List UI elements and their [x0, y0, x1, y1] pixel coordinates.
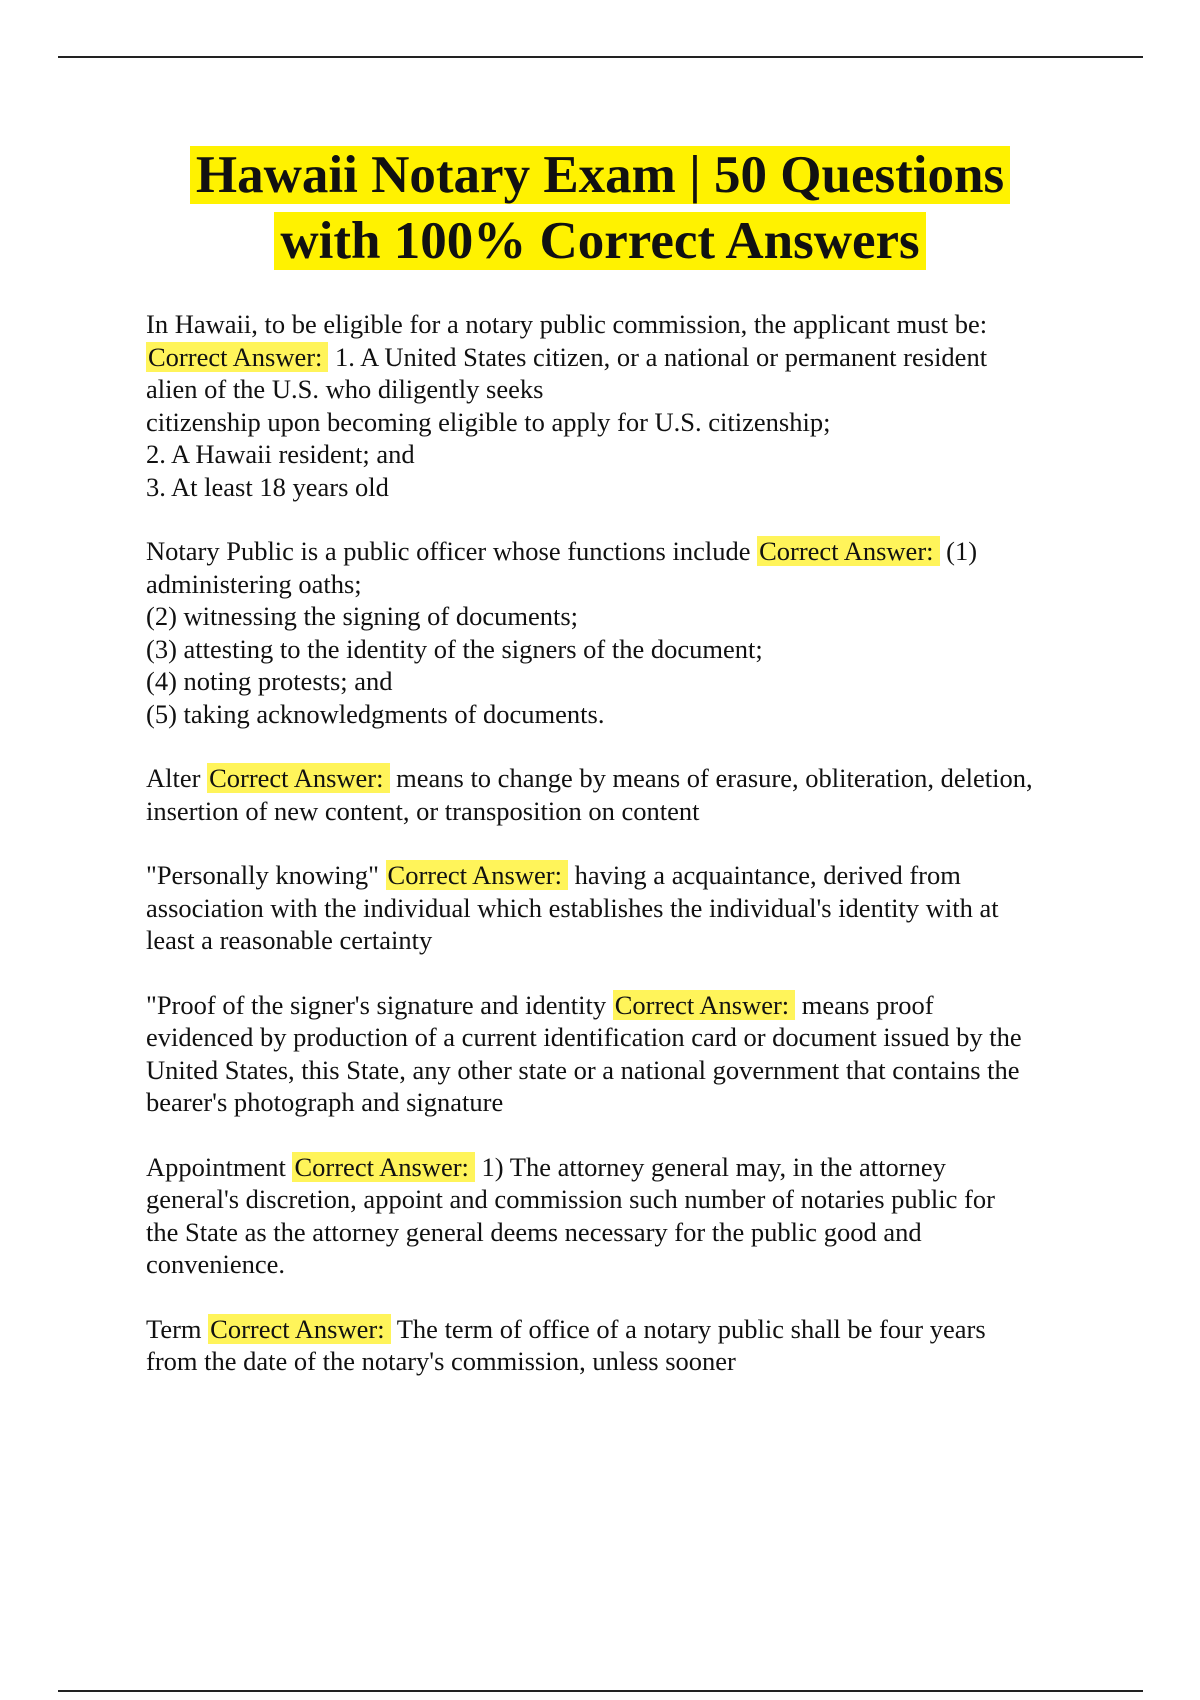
answer-line: (5) taking acknowledgments of documents. — [146, 698, 605, 729]
question-text: Alter — [146, 763, 208, 793]
answer-line: (3) attesting to the identity of the signers of the document; — [146, 633, 763, 664]
answer-line: 3. At least 18 years old — [146, 471, 389, 502]
qa-item — [146, 1151, 1111, 1281]
answer-line: association with the individual which establishes the individual's identity with at — [146, 892, 999, 923]
question-line — [146, 989, 1111, 1022]
qa-item — [146, 1313, 1111, 1378]
title-line-2: with 100% Correct Answers — [274, 212, 925, 270]
correct-answer-label: Correct Answer: — [613, 990, 795, 1020]
title-line-1: Hawaii Notary Exam | 50 Questions — [190, 146, 1010, 204]
answer-line: citizenship upon becoming eligible to apply for U.S. citizenship; — [146, 406, 831, 437]
question-text: Appointment — [146, 1151, 293, 1182]
document-title — [80, 142, 1120, 274]
qa-item — [146, 535, 1111, 730]
answer-line: (2) witnessing the signing of documents; — [146, 601, 579, 631]
qa-item — [146, 762, 1111, 827]
header-rule — [58, 56, 1143, 58]
answer-text: 1. A United States citizen, or a national or permanent resident — [328, 341, 988, 372]
question-text: "Personally knowing" — [146, 860, 386, 890]
question-line — [146, 535, 1111, 568]
question-text: In Hawaii, to be eligible for a notary public commission, the applicant must be: — [146, 309, 988, 339]
qa-item — [146, 308, 1111, 503]
qa-item — [146, 859, 1111, 957]
question-line — [146, 859, 1111, 892]
answer-line: general's discretion, appoint and commission such number of notaries public for — [146, 1184, 995, 1214]
answer-text: having a acquaintance, derived from — [567, 860, 961, 890]
answer-text: means to change by means of erasure, obliteration, deletion, — [389, 763, 1033, 793]
question-line — [146, 762, 1111, 795]
correct-answer-label: Correct Answer: — [146, 342, 328, 372]
answer-line: 2. A Hawaii resident; and — [146, 439, 415, 469]
answer-line: evidenced by production of a current identification card or document issued by the — [146, 1022, 1022, 1052]
qa-item — [146, 989, 1111, 1119]
footer-rule — [58, 1690, 1143, 1692]
answer-line: from the date of the notary's commission, unless sooner — [146, 1346, 736, 1376]
answer-line: administering oaths; — [146, 568, 362, 599]
qa-list — [146, 308, 1111, 1410]
answer-line: bearer's photograph and signature — [146, 1087, 504, 1117]
answer-line: least a reasonable certainty — [146, 925, 433, 955]
answer-text: means proof — [795, 989, 934, 1020]
answer-text: (1) — [939, 536, 978, 566]
question-line — [146, 1151, 1111, 1184]
question-text: Term — [146, 1313, 209, 1344]
correct-answer-label: Correct Answer: — [207, 763, 389, 793]
answer-line: the State as the attorney general deems necessary for the public good and — [146, 1216, 922, 1247]
answer-line: convenience. — [146, 1249, 286, 1279]
answer-line: insertion of new content, or transposition on content — [146, 795, 700, 826]
correct-answer-label: Correct Answer: — [208, 1314, 390, 1344]
question-text: "Proof of the signer's signature and identity — [146, 989, 613, 1020]
answer-text: The term of office of a notary public shall be four years — [390, 1313, 986, 1344]
answer-line: alien of the U.S. who diligently seeks — [146, 374, 544, 404]
answer-text: 1) The attorney general may, in the attorney — [474, 1151, 946, 1182]
answer-line: (4) noting protests; and — [146, 666, 393, 696]
correct-answer-label: Correct Answer: — [386, 860, 568, 890]
question-text: Notary Public is a public officer whose functions include — [146, 536, 758, 566]
correct-answer-label: Correct Answer: — [292, 1152, 474, 1182]
answer-first-line — [146, 341, 1111, 374]
question-line — [146, 1313, 1111, 1346]
answer-line: United States, this State, any other state or a national government that contains the — [146, 1054, 1020, 1085]
correct-answer-label: Correct Answer: — [757, 536, 939, 566]
